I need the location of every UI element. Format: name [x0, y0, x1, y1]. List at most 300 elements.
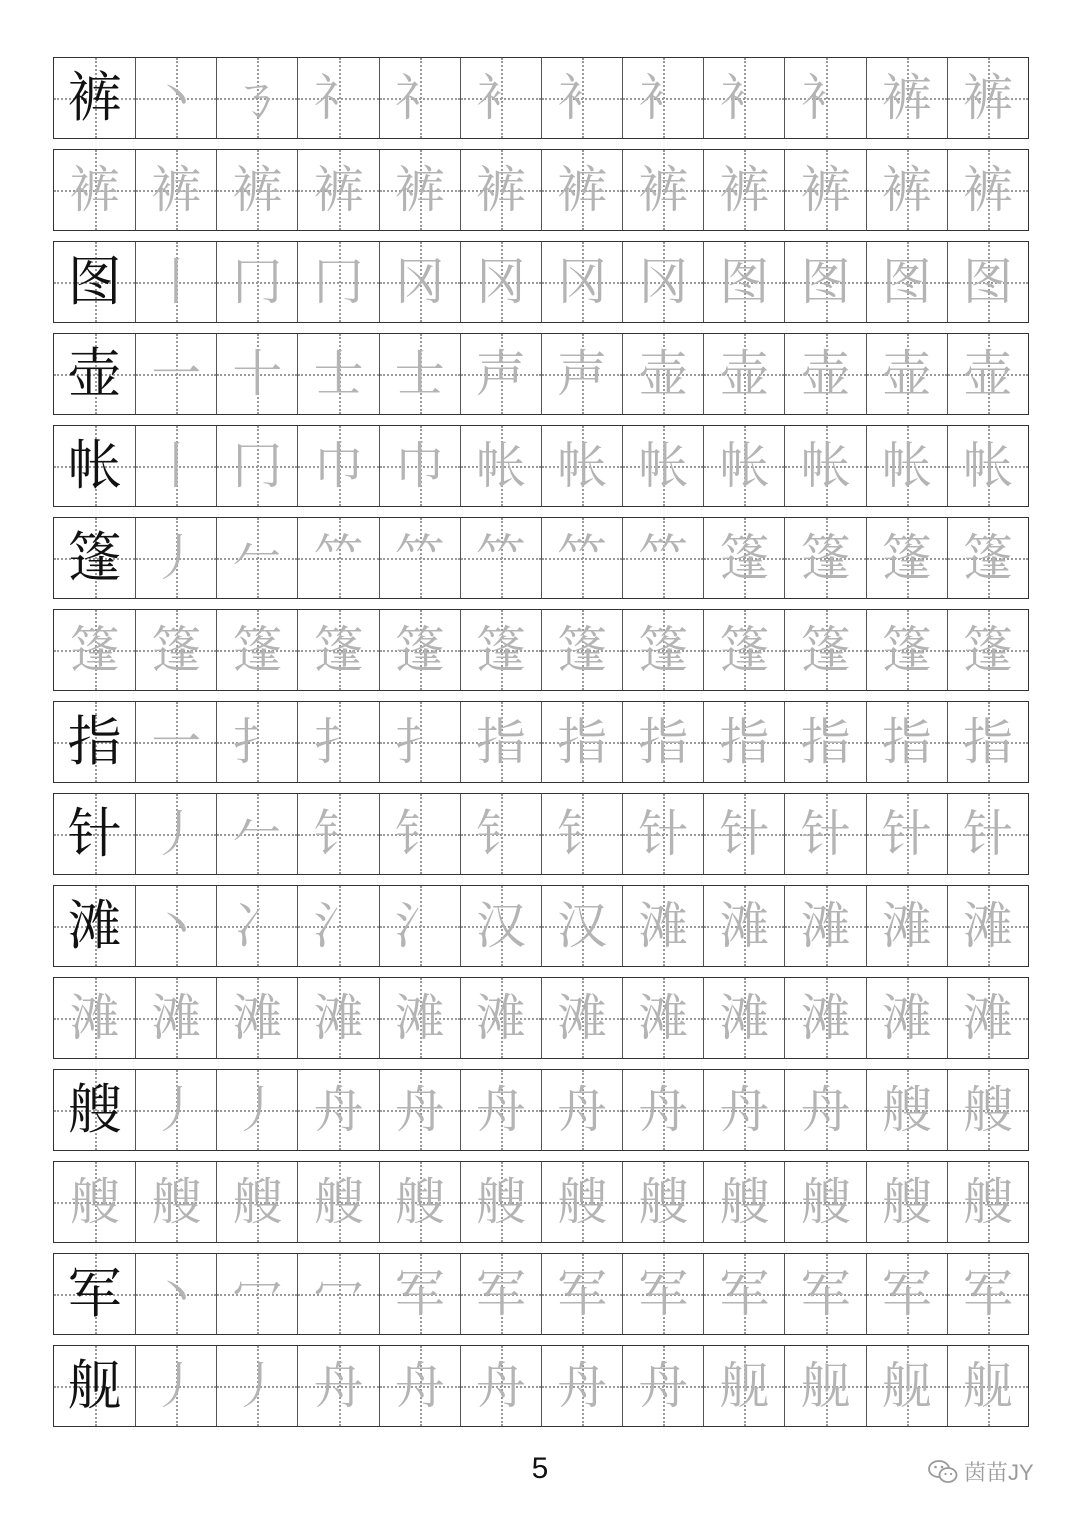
trace-cell [947, 1346, 1028, 1426]
trace-cell [541, 1162, 622, 1242]
trace-cell [866, 242, 947, 322]
trace-cell [135, 518, 216, 598]
stroke-step-glyph: 裤 [719, 161, 770, 219]
trace-cell [784, 1162, 865, 1242]
stroke-step-glyph: 滩 [881, 989, 932, 1047]
model-character-cell [54, 518, 135, 598]
trace-cell [216, 702, 297, 782]
trace-cell [541, 978, 622, 1058]
stroke-step-glyph: 冈 [638, 253, 689, 311]
stroke-step-glyph: 十 [232, 345, 283, 403]
stroke-step-glyph: 氵 [394, 897, 445, 955]
trace-cell [460, 886, 541, 966]
trace-cell [460, 1070, 541, 1150]
trace-cell [216, 150, 297, 230]
stroke-step-glyph: 图 [719, 253, 770, 311]
model-character-cell [54, 1070, 135, 1150]
trace-cell [866, 886, 947, 966]
trace-cell [947, 886, 1028, 966]
stroke-step-glyph: 篷 [394, 621, 445, 679]
trace-cell [541, 518, 622, 598]
trace-cell [703, 610, 784, 690]
trace-cell [622, 1254, 703, 1334]
stroke-step-glyph: 篷 [638, 621, 689, 679]
model-character: 艘 [67, 1078, 122, 1141]
stroke-step-glyph: 篷 [881, 529, 932, 587]
stroke-step-glyph: 图 [800, 253, 851, 311]
model-character-cell [54, 58, 135, 138]
trace-cell [866, 1254, 947, 1334]
trace-cell [379, 1070, 460, 1150]
stroke-step-glyph: 裤 [638, 161, 689, 219]
stroke-step-glyph: 舟 [557, 1081, 608, 1139]
stroke-step-glyph: 帐 [881, 437, 932, 495]
stroke-step-glyph: 舟 [394, 1081, 445, 1139]
stroke-step-glyph: 艘 [69, 1173, 120, 1231]
trace-cell [866, 150, 947, 230]
stroke-step-glyph: 军 [557, 1265, 608, 1323]
wechat-icon [928, 1459, 958, 1485]
stroke-step-glyph: 冂 [232, 253, 283, 311]
trace-cell [703, 794, 784, 874]
stroke-step-glyph: 扌 [313, 713, 364, 771]
stroke-step-glyph: 冂 [313, 253, 364, 311]
stroke-step-glyph: 钅 [475, 805, 526, 863]
stroke-step-glyph: 滩 [313, 989, 364, 1047]
trace-cell [947, 426, 1028, 506]
stroke-step-glyph: 舟 [800, 1081, 851, 1139]
trace-cell [297, 334, 378, 414]
stroke-step-glyph: 舰 [881, 1357, 932, 1415]
stroke-step-glyph: 士 [313, 345, 364, 403]
stroke-step-glyph: 舰 [800, 1357, 851, 1415]
trace-cell [541, 1070, 622, 1150]
stroke-step-glyph: 帐 [962, 437, 1013, 495]
stroke-step-glyph: 篷 [313, 621, 364, 679]
trace-cell [379, 978, 460, 1058]
stroke-step-glyph: 指 [557, 713, 608, 771]
trace-cell [622, 426, 703, 506]
model-character: 指 [67, 710, 122, 773]
trace-cell [379, 242, 460, 322]
trace-cell [460, 794, 541, 874]
stroke-step-glyph: 丶 [151, 897, 202, 955]
stroke-step-glyph: 艘 [313, 1173, 364, 1231]
trace-cell [784, 702, 865, 782]
stroke-step-glyph: 𠂉 [232, 529, 283, 587]
trace-cell [460, 702, 541, 782]
stroke-step-glyph: 军 [881, 1265, 932, 1323]
trace-cell [379, 518, 460, 598]
stroke-step-glyph: 针 [638, 805, 689, 863]
stroke-step-glyph: 滩 [962, 989, 1013, 1047]
trace-cell [460, 978, 541, 1058]
stroke-step-glyph: 舟 [557, 1357, 608, 1415]
practice-row [53, 1253, 1029, 1335]
stroke-step-glyph: 篷 [719, 529, 770, 587]
trace-cell [54, 610, 135, 690]
trace-cell [784, 1070, 865, 1150]
stroke-step-glyph: 裤 [475, 161, 526, 219]
trace-cell [135, 702, 216, 782]
trace-cell [216, 58, 297, 138]
model-character-cell [54, 886, 135, 966]
trace-cell [379, 610, 460, 690]
practice-row [53, 885, 1029, 967]
trace-cell [866, 518, 947, 598]
trace-cell [947, 518, 1028, 598]
practice-row [53, 425, 1029, 507]
trace-cell [622, 794, 703, 874]
trace-cell [216, 1070, 297, 1150]
stroke-step-glyph: 篷 [232, 621, 283, 679]
stroke-step-glyph: 滩 [800, 989, 851, 1047]
trace-cell [703, 978, 784, 1058]
trace-cell [622, 702, 703, 782]
model-character: 图 [67, 250, 122, 313]
model-character: 针 [67, 802, 122, 865]
trace-cell [216, 334, 297, 414]
stroke-step-glyph: 针 [881, 805, 932, 863]
trace-cell [379, 702, 460, 782]
stroke-step-glyph: 巾 [313, 437, 364, 495]
stroke-step-glyph: 𥫗 [475, 529, 526, 587]
trace-cell [703, 150, 784, 230]
stroke-step-glyph: 指 [881, 713, 932, 771]
trace-cell [947, 242, 1028, 322]
stroke-step-glyph: 艘 [475, 1173, 526, 1231]
practice-row [53, 241, 1029, 323]
trace-cell [379, 794, 460, 874]
trace-cell [297, 794, 378, 874]
practice-row [53, 701, 1029, 783]
trace-cell [784, 610, 865, 690]
stroke-step-glyph: 钅 [557, 805, 608, 863]
stroke-step-glyph: 指 [638, 713, 689, 771]
practice-row [53, 333, 1029, 415]
trace-cell [866, 702, 947, 782]
stroke-step-glyph: 氵 [313, 897, 364, 955]
trace-cell [135, 426, 216, 506]
stroke-step-glyph: 军 [394, 1265, 445, 1323]
model-character-cell [54, 702, 135, 782]
model-character: 军 [67, 1262, 122, 1325]
stroke-step-glyph: 舟 [475, 1081, 526, 1139]
model-character-cell [54, 1254, 135, 1334]
stroke-step-glyph: 裤 [881, 161, 932, 219]
trace-cell [379, 426, 460, 506]
trace-cell [297, 58, 378, 138]
stroke-step-glyph: 篷 [151, 621, 202, 679]
stroke-step-glyph: 裤 [962, 69, 1013, 127]
trace-cell [297, 518, 378, 598]
trace-cell [297, 978, 378, 1058]
stroke-step-glyph: 舰 [719, 1357, 770, 1415]
trace-cell [135, 978, 216, 1058]
trace-cell [622, 886, 703, 966]
trace-cell [460, 58, 541, 138]
trace-cell [703, 702, 784, 782]
trace-cell [297, 610, 378, 690]
stroke-step-glyph: 图 [881, 253, 932, 311]
stroke-step-glyph: 军 [475, 1265, 526, 1323]
trace-cell [460, 610, 541, 690]
stroke-step-glyph: 冈 [475, 253, 526, 311]
trace-cell [216, 978, 297, 1058]
stroke-step-glyph: ㄋ [232, 69, 283, 127]
stroke-step-glyph: 丨 [151, 437, 202, 495]
stroke-step-glyph: 衤 [800, 69, 851, 127]
trace-cell [135, 1346, 216, 1426]
trace-cell [379, 1254, 460, 1334]
stroke-step-glyph: 军 [719, 1265, 770, 1323]
trace-cell [379, 150, 460, 230]
trace-cell [947, 1254, 1028, 1334]
trace-cell [947, 150, 1028, 230]
watermark-text: 茵苗JY [964, 1460, 1034, 1485]
trace-cell [216, 610, 297, 690]
trace-cell [135, 334, 216, 414]
trace-cell [784, 886, 865, 966]
trace-cell [297, 426, 378, 506]
trace-cell [703, 426, 784, 506]
stroke-step-glyph: 军 [638, 1265, 689, 1323]
trace-cell [460, 1162, 541, 1242]
trace-cell [784, 150, 865, 230]
stroke-step-glyph: 冖 [232, 1265, 283, 1323]
practice-sheet [53, 57, 1029, 1437]
stroke-step-glyph: 裤 [962, 161, 1013, 219]
stroke-step-glyph: 艘 [800, 1173, 851, 1231]
stroke-step-glyph: 钅 [313, 805, 364, 863]
trace-cell [541, 58, 622, 138]
stroke-step-glyph: 艘 [719, 1173, 770, 1231]
stroke-step-glyph: 𥫗 [313, 529, 364, 587]
stroke-step-glyph: 声 [475, 345, 526, 403]
trace-cell [784, 518, 865, 598]
model-character: 裤 [67, 66, 122, 129]
trace-cell [622, 242, 703, 322]
stroke-step-glyph: 裤 [800, 161, 851, 219]
trace-cell [216, 794, 297, 874]
trace-cell [947, 1070, 1028, 1150]
trace-cell [866, 1346, 947, 1426]
stroke-step-glyph: 礻 [394, 69, 445, 127]
trace-cell [460, 426, 541, 506]
trace-cell [54, 978, 135, 1058]
stroke-step-glyph: 冈 [394, 253, 445, 311]
model-character-cell [54, 794, 135, 874]
stroke-step-glyph: 针 [800, 805, 851, 863]
trace-cell [135, 150, 216, 230]
stroke-step-glyph: 篷 [800, 621, 851, 679]
trace-cell [135, 1162, 216, 1242]
model-character: 舰 [67, 1354, 122, 1417]
stroke-step-glyph: 艘 [151, 1173, 202, 1231]
trace-cell [541, 150, 622, 230]
stroke-step-glyph: 壶 [638, 345, 689, 403]
stroke-step-glyph: 篷 [881, 621, 932, 679]
trace-cell [216, 1346, 297, 1426]
stroke-step-glyph: 舰 [962, 1357, 1013, 1415]
trace-cell [541, 794, 622, 874]
stroke-step-glyph: 壶 [800, 345, 851, 403]
stroke-step-glyph: 帐 [475, 437, 526, 495]
stroke-step-glyph: 衤 [638, 69, 689, 127]
trace-cell [947, 702, 1028, 782]
trace-cell [703, 1346, 784, 1426]
stroke-step-glyph: 扌 [232, 713, 283, 771]
trace-cell [622, 150, 703, 230]
stroke-step-glyph: 衤 [475, 69, 526, 127]
trace-cell [135, 58, 216, 138]
trace-cell [947, 978, 1028, 1058]
trace-cell [866, 978, 947, 1058]
trace-cell [784, 58, 865, 138]
trace-cell [541, 426, 622, 506]
trace-cell [460, 242, 541, 322]
stroke-step-glyph: 冫 [232, 897, 283, 955]
stroke-step-glyph: 汉 [557, 897, 608, 955]
stroke-step-glyph: 滩 [69, 989, 120, 1047]
stroke-step-glyph: 𥫗 [394, 529, 445, 587]
trace-cell [54, 150, 135, 230]
trace-cell [622, 334, 703, 414]
stroke-step-glyph: 礻 [313, 69, 364, 127]
stroke-step-glyph: 篷 [69, 621, 120, 679]
stroke-step-glyph: 艘 [962, 1081, 1013, 1139]
trace-cell [54, 1162, 135, 1242]
trace-cell [866, 1070, 947, 1150]
trace-cell [622, 1070, 703, 1150]
trace-cell [866, 58, 947, 138]
practice-row [53, 1069, 1029, 1151]
stroke-step-glyph: 篷 [962, 621, 1013, 679]
practice-row [53, 977, 1029, 1059]
trace-cell [784, 978, 865, 1058]
trace-cell [216, 1162, 297, 1242]
stroke-step-glyph: 裤 [151, 161, 202, 219]
stroke-step-glyph: 篷 [475, 621, 526, 679]
trace-cell [216, 426, 297, 506]
stroke-step-glyph: 丿 [151, 529, 202, 587]
model-character: 篷 [67, 526, 122, 589]
model-character: 帐 [67, 434, 122, 497]
stroke-step-glyph: 军 [800, 1265, 851, 1323]
trace-cell [866, 426, 947, 506]
trace-cell [784, 242, 865, 322]
stroke-step-glyph: 艘 [962, 1173, 1013, 1231]
trace-cell [135, 794, 216, 874]
stroke-step-glyph: 丨 [151, 253, 202, 311]
trace-cell [622, 518, 703, 598]
stroke-step-glyph: 舟 [394, 1357, 445, 1415]
trace-cell [135, 1254, 216, 1334]
stroke-step-glyph: 冖 [313, 1265, 364, 1323]
trace-cell [135, 1070, 216, 1150]
trace-cell [622, 58, 703, 138]
trace-cell [703, 518, 784, 598]
stroke-step-glyph: 艘 [881, 1081, 932, 1139]
stroke-step-glyph: 丿 [151, 1081, 202, 1139]
trace-cell [947, 794, 1028, 874]
model-character-cell [54, 426, 135, 506]
trace-cell [297, 1346, 378, 1426]
practice-row [53, 609, 1029, 691]
trace-cell [784, 1346, 865, 1426]
stroke-step-glyph: 裤 [881, 69, 932, 127]
page-number: 5 [531, 1452, 549, 1485]
trace-cell [297, 242, 378, 322]
trace-cell [784, 334, 865, 414]
trace-cell [703, 334, 784, 414]
stroke-step-glyph: 滩 [151, 989, 202, 1047]
trace-cell [866, 610, 947, 690]
trace-cell [460, 1346, 541, 1426]
stroke-step-glyph: 滩 [394, 989, 445, 1047]
trace-cell [297, 886, 378, 966]
stroke-step-glyph: 篷 [719, 621, 770, 679]
stroke-step-glyph: 丶 [151, 1265, 202, 1323]
stroke-step-glyph: 帐 [557, 437, 608, 495]
trace-cell [379, 1162, 460, 1242]
trace-cell [866, 334, 947, 414]
trace-cell [541, 702, 622, 782]
stroke-step-glyph: 针 [719, 805, 770, 863]
stroke-step-glyph: 军 [962, 1265, 1013, 1323]
trace-cell [460, 1254, 541, 1334]
practice-row [53, 1161, 1029, 1243]
trace-cell [297, 150, 378, 230]
trace-cell [460, 334, 541, 414]
stroke-step-glyph: 冂 [232, 437, 283, 495]
trace-cell [703, 886, 784, 966]
stroke-step-glyph: 扌 [394, 713, 445, 771]
practice-row [53, 517, 1029, 599]
stroke-step-glyph: 滩 [232, 989, 283, 1047]
stroke-step-glyph: 一 [151, 345, 202, 403]
trace-cell [866, 1162, 947, 1242]
practice-row [53, 57, 1029, 139]
stroke-step-glyph: 帐 [719, 437, 770, 495]
stroke-step-glyph: 丿 [151, 1357, 202, 1415]
trace-cell [784, 1254, 865, 1334]
stroke-step-glyph: 指 [719, 713, 770, 771]
stroke-step-glyph: 指 [475, 713, 526, 771]
model-character-cell [54, 242, 135, 322]
stroke-step-glyph: 滩 [962, 897, 1013, 955]
stroke-step-glyph: 帐 [800, 437, 851, 495]
trace-cell [216, 518, 297, 598]
trace-cell [541, 242, 622, 322]
stroke-step-glyph: 滩 [800, 897, 851, 955]
trace-cell [784, 426, 865, 506]
stroke-step-glyph: 舟 [719, 1081, 770, 1139]
stroke-step-glyph: 壶 [962, 345, 1013, 403]
stroke-step-glyph: 滩 [557, 989, 608, 1047]
trace-cell [460, 150, 541, 230]
stroke-step-glyph: 衤 [719, 69, 770, 127]
trace-cell [947, 1162, 1028, 1242]
stroke-step-glyph: 舟 [638, 1357, 689, 1415]
stroke-step-glyph: 汉 [475, 897, 526, 955]
trace-cell [216, 1254, 297, 1334]
trace-cell [297, 1070, 378, 1150]
stroke-step-glyph: 舟 [313, 1081, 364, 1139]
stroke-step-glyph: 艘 [232, 1173, 283, 1231]
trace-cell [703, 58, 784, 138]
stroke-step-glyph: 裤 [313, 161, 364, 219]
